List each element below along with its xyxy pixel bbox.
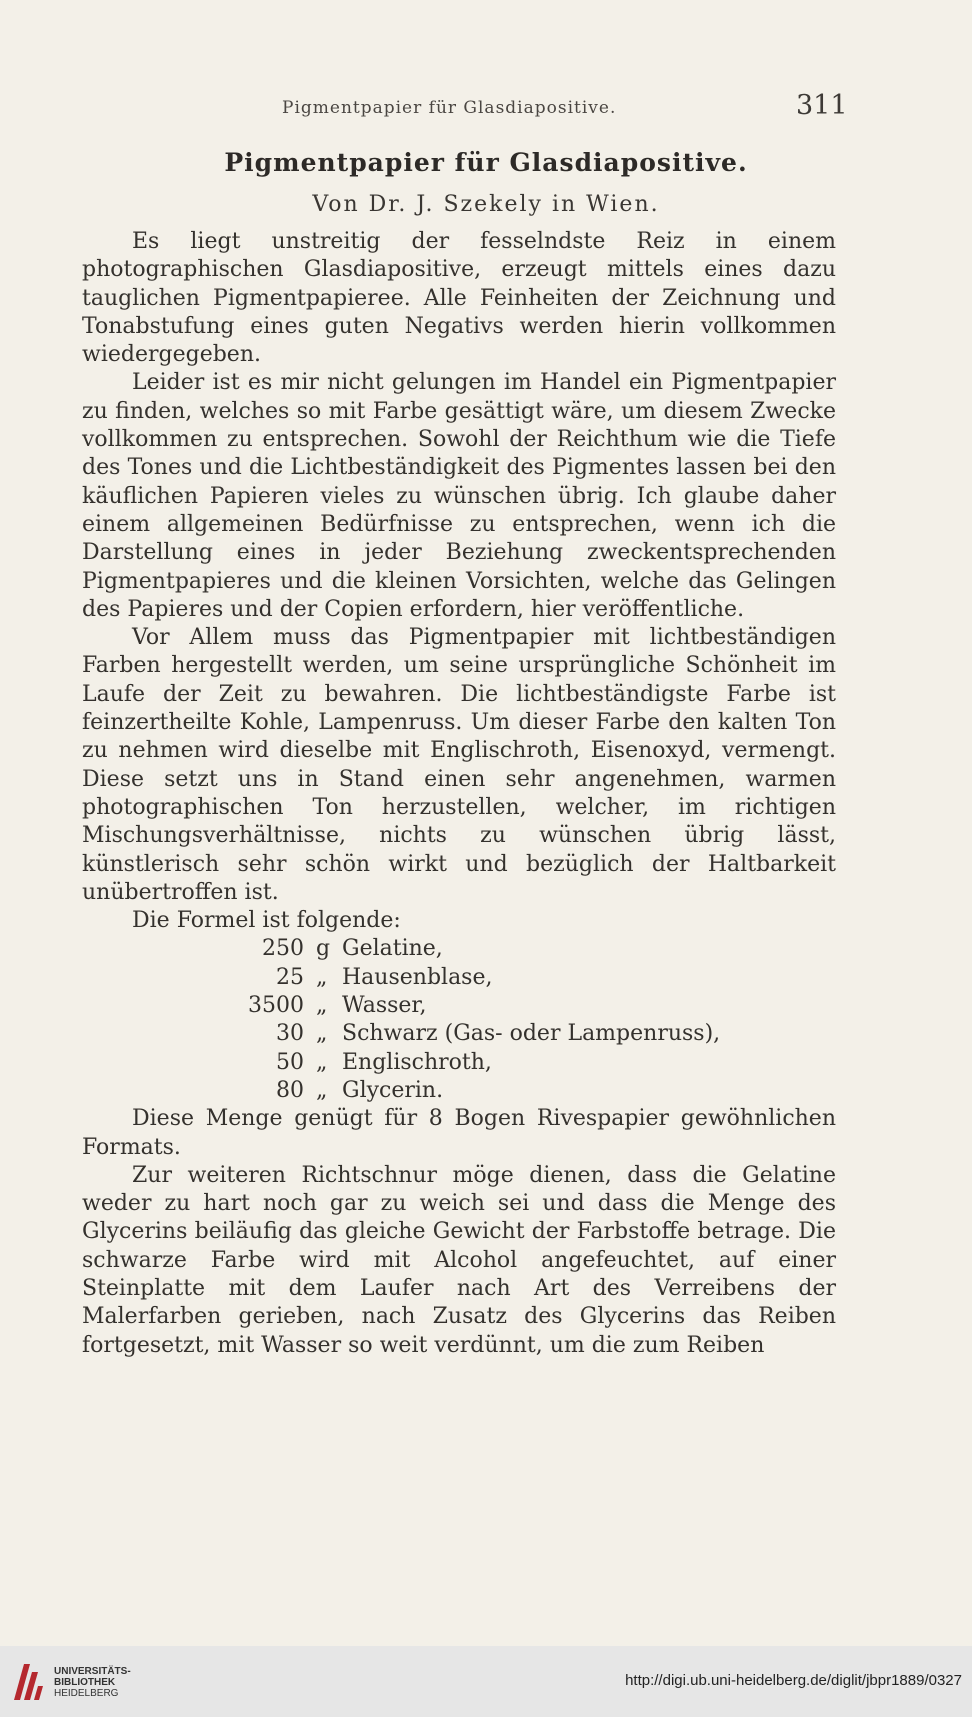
library-name-line: HEIDELBERG xyxy=(54,1688,119,1699)
article-title: Pigmentpapier für Glasdiapositive. xyxy=(224,148,748,177)
formula-row xyxy=(82,935,836,963)
formula-quantity: 50 xyxy=(276,1049,304,1075)
formula-ingredient: Hausenblase, xyxy=(342,964,493,990)
formula-row xyxy=(82,1077,836,1105)
formula-quantity: 80 xyxy=(276,1077,304,1103)
running-head xyxy=(0,90,972,126)
viewer-footer xyxy=(0,1646,972,1717)
formula-ingredient: Glycerin. xyxy=(342,1077,444,1103)
formula-unit: g xyxy=(316,936,331,962)
formula-row xyxy=(82,1020,836,1048)
formula-unit: „ xyxy=(316,1049,328,1075)
page-number: 311 xyxy=(796,90,848,121)
formula-quantity: 30 xyxy=(276,1021,304,1047)
library-name-line: UNIVERSITÄTS- xyxy=(54,1666,131,1677)
paragraph: Vor Allem muss das Pigmentpapier mit lichtbeständigen Farben hergestellt werden, um seine ursprüngliche Schönheit im Laufe der Zeit zu bewahren. Die lichtbeständigste Farbe ist feinzertheilte Kohle, Lampenruss. Um dieser Farbe den kalten Ton zu nehmen wird dieselbe mit Englischroth, Eisenoxyd, vermengt. Diese setzt uns in Stand einen sehr angenehmen, warmen photographischen Ton herzustellen, welcher, im richtigen Mischungsverhältnisse, nichts zu wünschen übrig lässt, künstlerisch sehr schön wirkt und bezüglich der Haltbarkeit unübertroffen ist. xyxy=(82,625,836,905)
paragraph: Die Formel ist folgende: xyxy=(132,908,401,934)
paragraph: Es liegt unstreitig der fesselndste Reiz in einem photographischen Glasdiapositive, erzeugt mittels eines dazu tauglichen Pigmentpapieree. Alle Feinheiten der Zeichnung und Tonabstufung eines guten Negativs werden hierin vollkommen wiedergegeben. xyxy=(82,229,836,368)
formula-ingredient: Wasser, xyxy=(342,993,427,1019)
library-name xyxy=(54,1666,131,1699)
paragraph: Leider ist es mir nicht gelungen im Handel ein Pigmentpapier zu finden, welches so mit Farbe gesättigt wäre, um diesem Zwecke vollkommen zu entsprechen. Sowohl der Reichthum wie die Tiefe des Tones und die Lichtbeständigkeit des Pigmentes lassen bei den käuflichen Papieren vieles zu wünschen übrig. Ich glaube daher einem allgemeinen Bedürfnisse zu entsprechen, wenn ich die Darstellung eines in jeder Beziehung zweckentsprechenden Pigmentpapieres und die kleinen Vorsichten, welche das Gelingen des Papieres und der Copien erfordern, hier veröffentliche. xyxy=(82,370,836,622)
formula-list xyxy=(82,935,836,1105)
formula-row xyxy=(82,964,836,992)
article-body xyxy=(82,228,836,1360)
formula-quantity: 25 xyxy=(276,964,304,990)
formula-ingredient: Englischroth, xyxy=(342,1049,492,1075)
formula-row xyxy=(82,1049,836,1077)
article-byline: Von Dr. J. Szekely in Wien. xyxy=(312,192,660,217)
running-head-title: Pigmentpapier für Glasdiapositive. xyxy=(282,98,617,118)
paragraph: Zur weiteren Richtschnur möge dienen, dass die Gelatine weder zu hart noch gar zu weich sei und dass die Menge des Glycerins beiläufig das gleiche Gewicht der Farbstoffe betrage. Die schwarze Farbe wird mit Alcohol angefeuchtet, auf einer Steinplatte mit dem Laufer nach Art des Verreibens der Malerfarben gerieben, nach Zusatz des Glycerins das Reiben fortgesetzt, mit Wasser so weit verdünnt, um die zum Reiben xyxy=(82,1162,836,1358)
logo-stroke xyxy=(34,1686,43,1700)
formula-unit: „ xyxy=(316,993,328,1019)
formula-quantity: 3500 xyxy=(248,993,304,1019)
library-name-line: BIBLIOTHEK xyxy=(54,1677,116,1688)
permalink-url[interactable]: http://digi.ub.uni-heidelberg.de/diglit/jbpr1889/0327 xyxy=(625,1672,962,1689)
paragraph: Diese Menge genügt für 8 Bogen Rivespapier gewöhnlichen Formats. xyxy=(82,1106,836,1160)
formula-unit: „ xyxy=(316,1077,328,1103)
formula-unit: „ xyxy=(316,1021,328,1047)
formula-unit: „ xyxy=(316,964,328,990)
library-logo-icon xyxy=(10,1660,44,1704)
formula-row xyxy=(82,992,836,1020)
formula-quantity: 250 xyxy=(262,936,304,962)
formula-ingredient: Gelatine, xyxy=(342,936,443,962)
formula-ingredient: Schwarz (Gas- oder Lampenruss), xyxy=(342,1021,721,1047)
